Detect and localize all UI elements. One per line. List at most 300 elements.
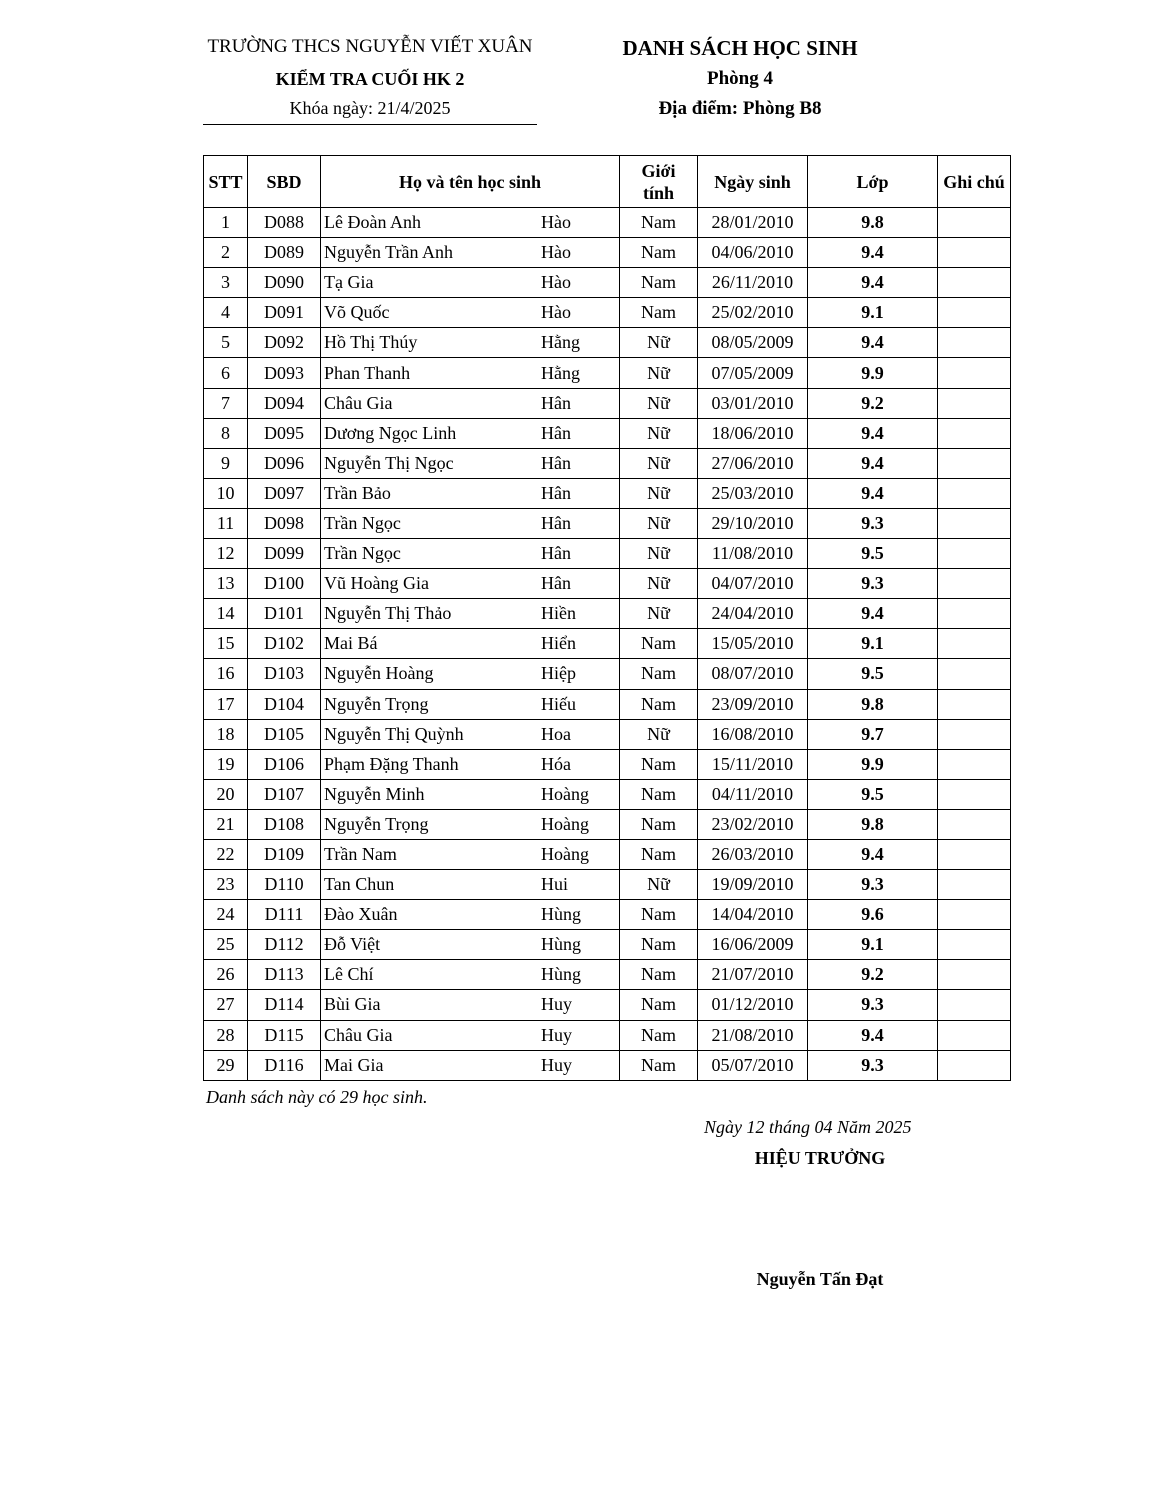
cell-sbd: D099 <box>248 539 321 569</box>
table-row <box>204 569 1011 599</box>
cell-note <box>938 629 1011 659</box>
cell-stt: 3 <box>204 268 248 298</box>
student-given-name: Hiệp <box>541 663 576 684</box>
table-row <box>204 960 1011 990</box>
cell-dob: 04/06/2010 <box>698 238 808 268</box>
exam-date: Khóa ngày: 21/4/2025 <box>289 98 451 118</box>
cell-name <box>321 900 620 930</box>
cell-stt: 9 <box>204 448 248 478</box>
cell-stt: 20 <box>204 779 248 809</box>
cell-name <box>321 539 620 569</box>
cell-dob: 15/05/2010 <box>698 629 808 659</box>
cell-sbd: D094 <box>248 388 321 418</box>
cell-stt: 14 <box>204 599 248 629</box>
cell-class: 9.4 <box>808 599 938 629</box>
cell-gender: Nữ <box>620 388 698 418</box>
table-row <box>204 689 1011 719</box>
cell-class: 9.1 <box>808 930 938 960</box>
student-given-name: Hào <box>541 242 571 263</box>
table-row <box>204 719 1011 749</box>
student-given-name: Hân <box>541 422 571 443</box>
cell-stt: 5 <box>204 328 248 358</box>
cell-stt: 22 <box>204 839 248 869</box>
student-family-name: Nguyễn Trọng <box>324 693 429 714</box>
cell-sbd: D114 <box>248 990 321 1020</box>
cell-gender: Nam <box>620 268 698 298</box>
gender-header-line1: Giới <box>641 160 676 181</box>
cell-dob: 16/08/2010 <box>698 719 808 749</box>
table-row <box>204 539 1011 569</box>
student-given-name: Hân <box>541 512 571 533</box>
student-given-name: Hùng <box>541 904 581 925</box>
cell-gender: Nữ <box>620 508 698 538</box>
cell-gender: Nam <box>620 659 698 689</box>
cell-gender: Nam <box>620 930 698 960</box>
student-given-name: Hào <box>541 212 571 233</box>
student-family-name: Dương Ngọc Linh <box>324 422 457 443</box>
student-family-name: Trần Ngọc <box>324 512 401 533</box>
cell-name <box>321 659 620 689</box>
table-row <box>204 930 1011 960</box>
cell-class: 9.4 <box>808 478 938 508</box>
cell-dob: 08/05/2009 <box>698 328 808 358</box>
table-row <box>204 629 1011 659</box>
cell-class: 9.5 <box>808 539 938 569</box>
cell-gender: Nữ <box>620 569 698 599</box>
cell-stt: 2 <box>204 238 248 268</box>
cell-sbd: D103 <box>248 659 321 689</box>
cell-stt: 19 <box>204 749 248 779</box>
table-row <box>204 328 1011 358</box>
table-row <box>204 268 1011 298</box>
cell-sbd: D111 <box>248 900 321 930</box>
cell-stt: 25 <box>204 930 248 960</box>
student-given-name: Hùng <box>541 964 581 985</box>
cell-note <box>938 238 1011 268</box>
table-row <box>204 508 1011 538</box>
cell-stt: 13 <box>204 569 248 599</box>
cell-name <box>321 508 620 538</box>
col-header-gender <box>620 156 698 208</box>
cell-note <box>938 208 1011 238</box>
cell-gender: Nữ <box>620 478 698 508</box>
table-row <box>204 749 1011 779</box>
cell-dob: 23/09/2010 <box>698 689 808 719</box>
cell-stt: 7 <box>204 388 248 418</box>
col-header-dob: Ngày sinh <box>698 156 808 208</box>
student-given-name: Hào <box>541 302 571 323</box>
room-label: Phòng 4 <box>707 68 773 89</box>
cell-stt: 23 <box>204 870 248 900</box>
cell-name <box>321 448 620 478</box>
student-family-name: Đỗ Việt <box>324 934 381 955</box>
student-family-name: Phạm Đặng Thanh <box>324 753 459 774</box>
cell-gender: Nam <box>620 900 698 930</box>
cell-note <box>938 268 1011 298</box>
cell-gender: Nữ <box>620 539 698 569</box>
student-given-name: Huy <box>541 1024 572 1045</box>
student-given-name: Huy <box>541 994 572 1015</box>
cell-class: 9.3 <box>808 569 938 599</box>
student-given-name: Hoàng <box>541 813 589 834</box>
cell-note <box>938 418 1011 448</box>
student-given-name: Hân <box>541 482 571 503</box>
cell-gender: Nam <box>620 809 698 839</box>
cell-name <box>321 870 620 900</box>
col-header-sbd: SBD <box>248 156 321 208</box>
location-label: Địa điểm: Phòng B8 <box>658 98 822 119</box>
student-given-name: Hân <box>541 452 571 473</box>
cell-gender: Nam <box>620 208 698 238</box>
cell-note <box>938 508 1011 538</box>
student-family-name: Nguyễn Hoàng <box>324 663 434 684</box>
cell-stt: 11 <box>204 508 248 538</box>
cell-name <box>321 238 620 268</box>
cell-stt: 8 <box>204 418 248 448</box>
cell-sbd: D100 <box>248 569 321 599</box>
cell-stt: 28 <box>204 1020 248 1050</box>
cell-stt: 16 <box>204 659 248 689</box>
student-family-name: Nguyễn Trần Anh <box>324 242 454 263</box>
cell-sbd: D098 <box>248 508 321 538</box>
cell-name <box>321 839 620 869</box>
cell-dob: 04/11/2010 <box>698 779 808 809</box>
cell-note <box>938 328 1011 358</box>
student-family-name: Trần Bảo <box>324 482 391 503</box>
cell-sbd: D112 <box>248 930 321 960</box>
cell-name <box>321 749 620 779</box>
cell-note <box>938 870 1011 900</box>
table-row <box>204 990 1011 1020</box>
cell-dob: 25/02/2010 <box>698 298 808 328</box>
cell-sbd: D110 <box>248 870 321 900</box>
cell-name <box>321 779 620 809</box>
cell-sbd: D115 <box>248 1020 321 1050</box>
count-note: Danh sách này có 29 học sinh. <box>206 1087 428 1107</box>
cell-class: 9.4 <box>808 1020 938 1050</box>
student-given-name: Hóa <box>541 753 571 774</box>
cell-dob: 21/07/2010 <box>698 960 808 990</box>
cell-class: 9.6 <box>808 900 938 930</box>
cell-gender: Nữ <box>620 328 698 358</box>
cell-gender: Nam <box>620 629 698 659</box>
student-family-name: Tan Chun <box>324 874 395 895</box>
cell-dob: 15/11/2010 <box>698 749 808 779</box>
cell-dob: 01/12/2010 <box>698 990 808 1020</box>
cell-dob: 26/03/2010 <box>698 839 808 869</box>
cell-dob: 03/01/2010 <box>698 388 808 418</box>
cell-note <box>938 539 1011 569</box>
cell-dob: 11/08/2010 <box>698 539 808 569</box>
student-family-name: Vũ Hoàng Gia <box>324 573 429 594</box>
student-family-name: Phan Thanh <box>324 362 411 383</box>
cell-name <box>321 809 620 839</box>
signer-title: HIỆU TRƯỞNG <box>754 1148 886 1168</box>
student-given-name: Hùng <box>541 934 581 955</box>
cell-class: 9.4 <box>808 448 938 478</box>
table-row <box>204 779 1011 809</box>
cell-dob: 18/06/2010 <box>698 418 808 448</box>
cell-gender: Nữ <box>620 418 698 448</box>
cell-class: 9.9 <box>808 749 938 779</box>
cell-stt: 1 <box>204 208 248 238</box>
student-given-name: Huy <box>541 1054 572 1075</box>
col-header-stt: STT <box>204 156 248 208</box>
cell-gender: Nam <box>620 839 698 869</box>
table-row <box>204 1050 1011 1080</box>
cell-dob: 04/07/2010 <box>698 569 808 599</box>
cell-gender: Nữ <box>620 870 698 900</box>
cell-name <box>321 599 620 629</box>
student-family-name: Nguyễn Minh <box>324 783 425 804</box>
table-row <box>204 208 1011 238</box>
cell-sbd: D102 <box>248 629 321 659</box>
student-family-name: Lê Đoàn Anh <box>324 212 421 233</box>
cell-sbd: D106 <box>248 749 321 779</box>
cell-sbd: D105 <box>248 719 321 749</box>
table-row <box>204 870 1011 900</box>
cell-gender: Nữ <box>620 719 698 749</box>
cell-sbd: D108 <box>248 809 321 839</box>
cell-gender: Nam <box>620 298 698 328</box>
cell-name <box>321 268 620 298</box>
cell-sbd: D095 <box>248 418 321 448</box>
student-family-name: Bùi Gia <box>324 994 381 1015</box>
exam-title: KIỂM TRA CUỐI HK 2 <box>275 69 465 89</box>
cell-stt: 10 <box>204 478 248 508</box>
student-family-name: Châu Gia <box>324 1024 393 1045</box>
cell-note <box>938 358 1011 388</box>
cell-note <box>938 839 1011 869</box>
table-header-row <box>204 156 1011 208</box>
cell-gender: Nam <box>620 779 698 809</box>
cell-sbd: D104 <box>248 689 321 719</box>
cell-gender: Nam <box>620 1020 698 1050</box>
student-family-name: Nguyễn Thị Ngọc <box>324 452 454 473</box>
cell-stt: 24 <box>204 900 248 930</box>
cell-sbd: D116 <box>248 1050 321 1080</box>
cell-dob: 08/07/2010 <box>698 659 808 689</box>
cell-note <box>938 719 1011 749</box>
cell-name <box>321 388 620 418</box>
cell-name <box>321 629 620 659</box>
cell-note <box>938 960 1011 990</box>
signer-name: Nguyễn Tấn Đạt <box>756 1269 884 1289</box>
table-row <box>204 478 1011 508</box>
cell-stt: 12 <box>204 539 248 569</box>
cell-gender: Nữ <box>620 599 698 629</box>
cell-stt: 18 <box>204 719 248 749</box>
cell-class: 9.1 <box>808 629 938 659</box>
student-table <box>203 155 1011 1081</box>
student-family-name: Hồ Thị Thúy <box>324 332 418 353</box>
cell-sbd: D107 <box>248 779 321 809</box>
table-row <box>204 448 1011 478</box>
cell-dob: 14/04/2010 <box>698 900 808 930</box>
cell-name <box>321 358 620 388</box>
cell-gender: Nam <box>620 990 698 1020</box>
student-given-name: Hiền <box>541 603 576 624</box>
col-header-class: Lớp <box>808 156 938 208</box>
cell-sbd: D109 <box>248 839 321 869</box>
cell-note <box>938 749 1011 779</box>
cell-gender: Nữ <box>620 358 698 388</box>
cell-note <box>938 689 1011 719</box>
cell-sbd: D092 <box>248 328 321 358</box>
student-given-name: Hiếu <box>541 693 576 714</box>
gender-header-line2: tính <box>642 182 675 203</box>
cell-note <box>938 930 1011 960</box>
student-given-name: Hoa <box>541 723 571 744</box>
cell-name <box>321 1050 620 1080</box>
cell-sbd: D096 <box>248 448 321 478</box>
student-given-name: Hân <box>541 573 571 594</box>
table-row <box>204 1020 1011 1050</box>
cell-note <box>938 569 1011 599</box>
cell-stt: 29 <box>204 1050 248 1080</box>
student-family-name: Nguyễn Trọng <box>324 813 429 834</box>
cell-class: 9.5 <box>808 779 938 809</box>
cell-sbd: D113 <box>248 960 321 990</box>
cell-note <box>938 1020 1011 1050</box>
cell-dob: 07/05/2009 <box>698 358 808 388</box>
student-family-name: Nguyễn Thị Quỳnh <box>324 723 464 744</box>
signature-date: Ngày 12 tháng 04 Năm 2025 <box>704 1117 912 1137</box>
table-row <box>204 298 1011 328</box>
cell-name <box>321 569 620 599</box>
table-row <box>204 238 1011 268</box>
student-family-name: Võ Quốc <box>324 302 390 323</box>
cell-name <box>321 328 620 358</box>
table-row <box>204 418 1011 448</box>
cell-class: 9.3 <box>808 508 938 538</box>
cell-note <box>938 448 1011 478</box>
cell-name <box>321 960 620 990</box>
cell-note <box>938 599 1011 629</box>
student-family-name: Lê Chí <box>324 964 374 985</box>
cell-dob: 25/03/2010 <box>698 478 808 508</box>
student-given-name: Hiển <box>541 633 576 654</box>
cell-name <box>321 208 620 238</box>
table-row <box>204 599 1011 629</box>
cell-gender: Nữ <box>620 448 698 478</box>
cell-dob: 05/07/2010 <box>698 1050 808 1080</box>
col-header-name: Họ và tên học sinh <box>321 156 620 208</box>
cell-dob: 23/02/2010 <box>698 809 808 839</box>
cell-sbd: D090 <box>248 268 321 298</box>
cell-class: 9.3 <box>808 870 938 900</box>
student-given-name: Hui <box>541 874 568 895</box>
cell-dob: 28/01/2010 <box>698 208 808 238</box>
table-row <box>204 839 1011 869</box>
cell-class: 9.4 <box>808 238 938 268</box>
student-given-name: Hằng <box>541 362 580 383</box>
cell-note <box>938 779 1011 809</box>
cell-dob: 19/09/2010 <box>698 870 808 900</box>
student-family-name: Châu Gia <box>324 392 393 413</box>
cell-name <box>321 418 620 448</box>
cell-sbd: D101 <box>248 599 321 629</box>
table-row <box>204 900 1011 930</box>
cell-class: 9.5 <box>808 659 938 689</box>
page-title: DANH SÁCH HỌC SINH <box>622 36 858 60</box>
cell-dob: 26/11/2010 <box>698 268 808 298</box>
cell-dob: 21/08/2010 <box>698 1020 808 1050</box>
header-divider <box>203 124 537 125</box>
cell-class: 9.2 <box>808 960 938 990</box>
student-family-name: Mai Gia <box>324 1054 384 1075</box>
table-row <box>204 388 1011 418</box>
cell-name <box>321 298 620 328</box>
cell-dob: 16/06/2009 <box>698 930 808 960</box>
cell-gender: Nam <box>620 960 698 990</box>
cell-class: 9.7 <box>808 719 938 749</box>
cell-class: 9.1 <box>808 298 938 328</box>
cell-sbd: D091 <box>248 298 321 328</box>
cell-class: 9.4 <box>808 328 938 358</box>
cell-class: 9.9 <box>808 358 938 388</box>
cell-note <box>938 1050 1011 1080</box>
cell-class: 9.4 <box>808 268 938 298</box>
cell-gender: Nam <box>620 689 698 719</box>
cell-class: 9.8 <box>808 689 938 719</box>
cell-stt: 21 <box>204 809 248 839</box>
student-family-name: Mai Bá <box>324 633 378 654</box>
cell-gender: Nam <box>620 238 698 268</box>
cell-note <box>938 478 1011 508</box>
student-given-name: Hào <box>541 272 571 293</box>
cell-note <box>938 900 1011 930</box>
cell-name <box>321 990 620 1020</box>
cell-stt: 26 <box>204 960 248 990</box>
cell-class: 9.4 <box>808 418 938 448</box>
student-given-name: Hằng <box>541 332 580 353</box>
cell-dob: 24/04/2010 <box>698 599 808 629</box>
cell-name <box>321 930 620 960</box>
cell-class: 9.3 <box>808 990 938 1020</box>
cell-sbd: D093 <box>248 358 321 388</box>
table-row <box>204 358 1011 388</box>
cell-class: 9.3 <box>808 1050 938 1080</box>
cell-sbd: D089 <box>248 238 321 268</box>
table-row <box>204 659 1011 689</box>
cell-note <box>938 388 1011 418</box>
school-name: TRƯỜNG THCS NGUYỄN VIẾT XUÂN <box>207 36 533 57</box>
student-family-name: Nguyễn Thị Thảo <box>324 603 452 624</box>
cell-dob: 27/06/2010 <box>698 448 808 478</box>
student-family-name: Trần Ngọc <box>324 543 401 564</box>
table-row <box>204 809 1011 839</box>
cell-stt: 6 <box>204 358 248 388</box>
student-given-name: Hân <box>541 392 571 413</box>
cell-class: 9.4 <box>808 839 938 869</box>
student-family-name: Tạ Gia <box>324 272 374 293</box>
student-family-name: Trần Nam <box>324 844 397 865</box>
cell-stt: 4 <box>204 298 248 328</box>
cell-class: 9.2 <box>808 388 938 418</box>
cell-stt: 27 <box>204 990 248 1020</box>
cell-class: 9.8 <box>808 809 938 839</box>
cell-name <box>321 478 620 508</box>
cell-gender: Nam <box>620 749 698 779</box>
col-header-note: Ghi chú <box>938 156 1011 208</box>
cell-stt: 15 <box>204 629 248 659</box>
cell-stt: 17 <box>204 689 248 719</box>
cell-dob: 29/10/2010 <box>698 508 808 538</box>
cell-name <box>321 1020 620 1050</box>
cell-note <box>938 809 1011 839</box>
student-given-name: Hoàng <box>541 844 589 865</box>
